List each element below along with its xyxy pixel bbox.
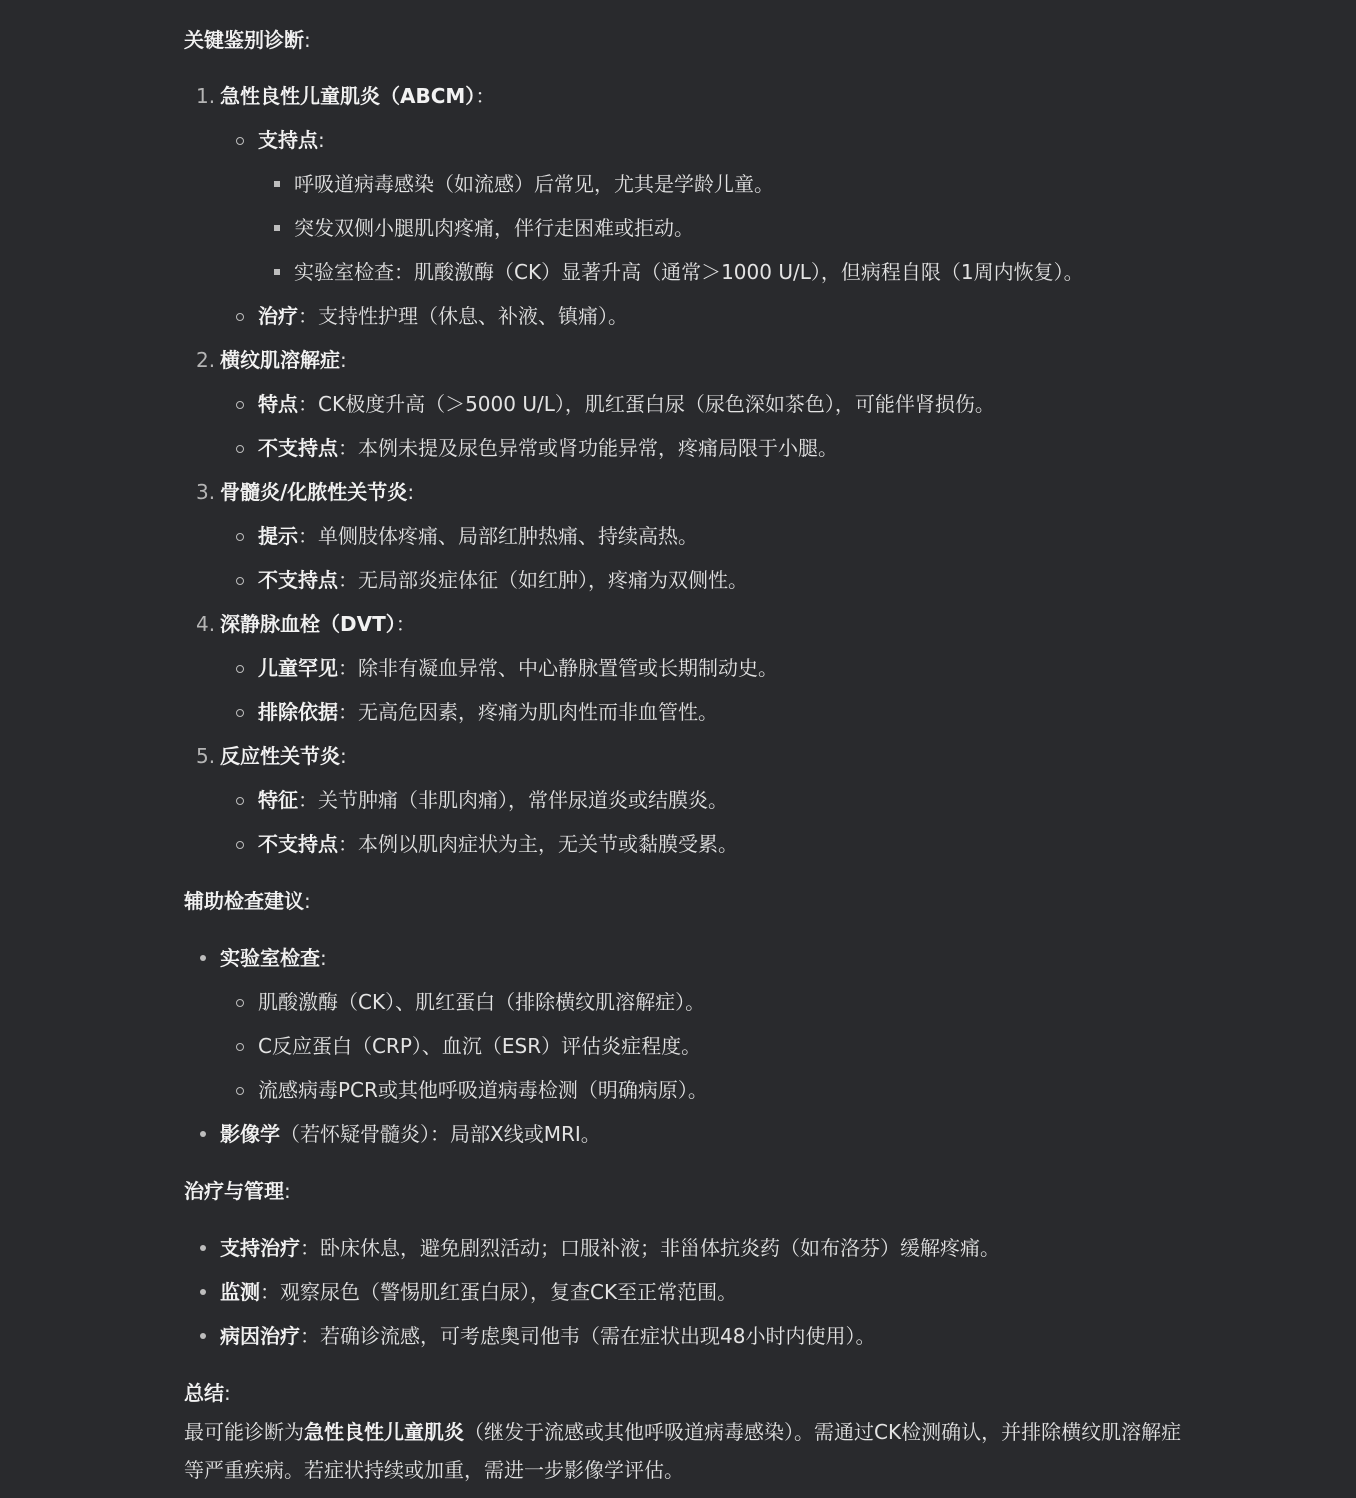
summary-paragraph: 最可能诊断为急性良性儿童肌炎（继发于流感或其他呼吸道病毒感染）。需通过CK检测确认，并排除横纹肌溶解症等严重疾病。若症状持续或加重，需进一步影像学评估。 <box>184 1420 1182 1482</box>
summary-heading: 总结: <box>184 1381 231 1405</box>
circle-bullet-icon <box>236 665 244 673</box>
circle-bullet-icon <box>236 999 244 1007</box>
differential-heading: 关键鉴别诊断: <box>184 28 311 52</box>
dot-bullet-icon <box>200 1245 206 1251</box>
circle-bullet-icon <box>236 1087 244 1095</box>
dot-bullet-icon <box>200 1289 206 1295</box>
circle-bullet-icon <box>236 313 244 321</box>
circle-bullet-icon <box>236 577 244 585</box>
circle-bullet-icon <box>236 137 244 145</box>
circle-bullet-icon <box>236 533 244 541</box>
dot-bullet-icon <box>200 955 206 961</box>
dot-bullet-icon <box>200 1333 206 1339</box>
square-bullet-icon <box>274 181 280 187</box>
circle-bullet-icon <box>236 709 244 717</box>
circle-bullet-icon <box>236 841 244 849</box>
square-bullet-icon <box>274 225 280 231</box>
dot-bullet-icon <box>200 1131 206 1137</box>
management-heading: 治疗与管理: <box>184 1179 291 1203</box>
circle-bullet-icon <box>236 797 244 805</box>
circle-bullet-icon <box>236 401 244 409</box>
circle-bullet-icon <box>236 445 244 453</box>
square-bullet-icon <box>274 269 280 275</box>
workup-heading: 辅助检查建议: <box>184 889 311 913</box>
circle-bullet-icon <box>236 1043 244 1051</box>
